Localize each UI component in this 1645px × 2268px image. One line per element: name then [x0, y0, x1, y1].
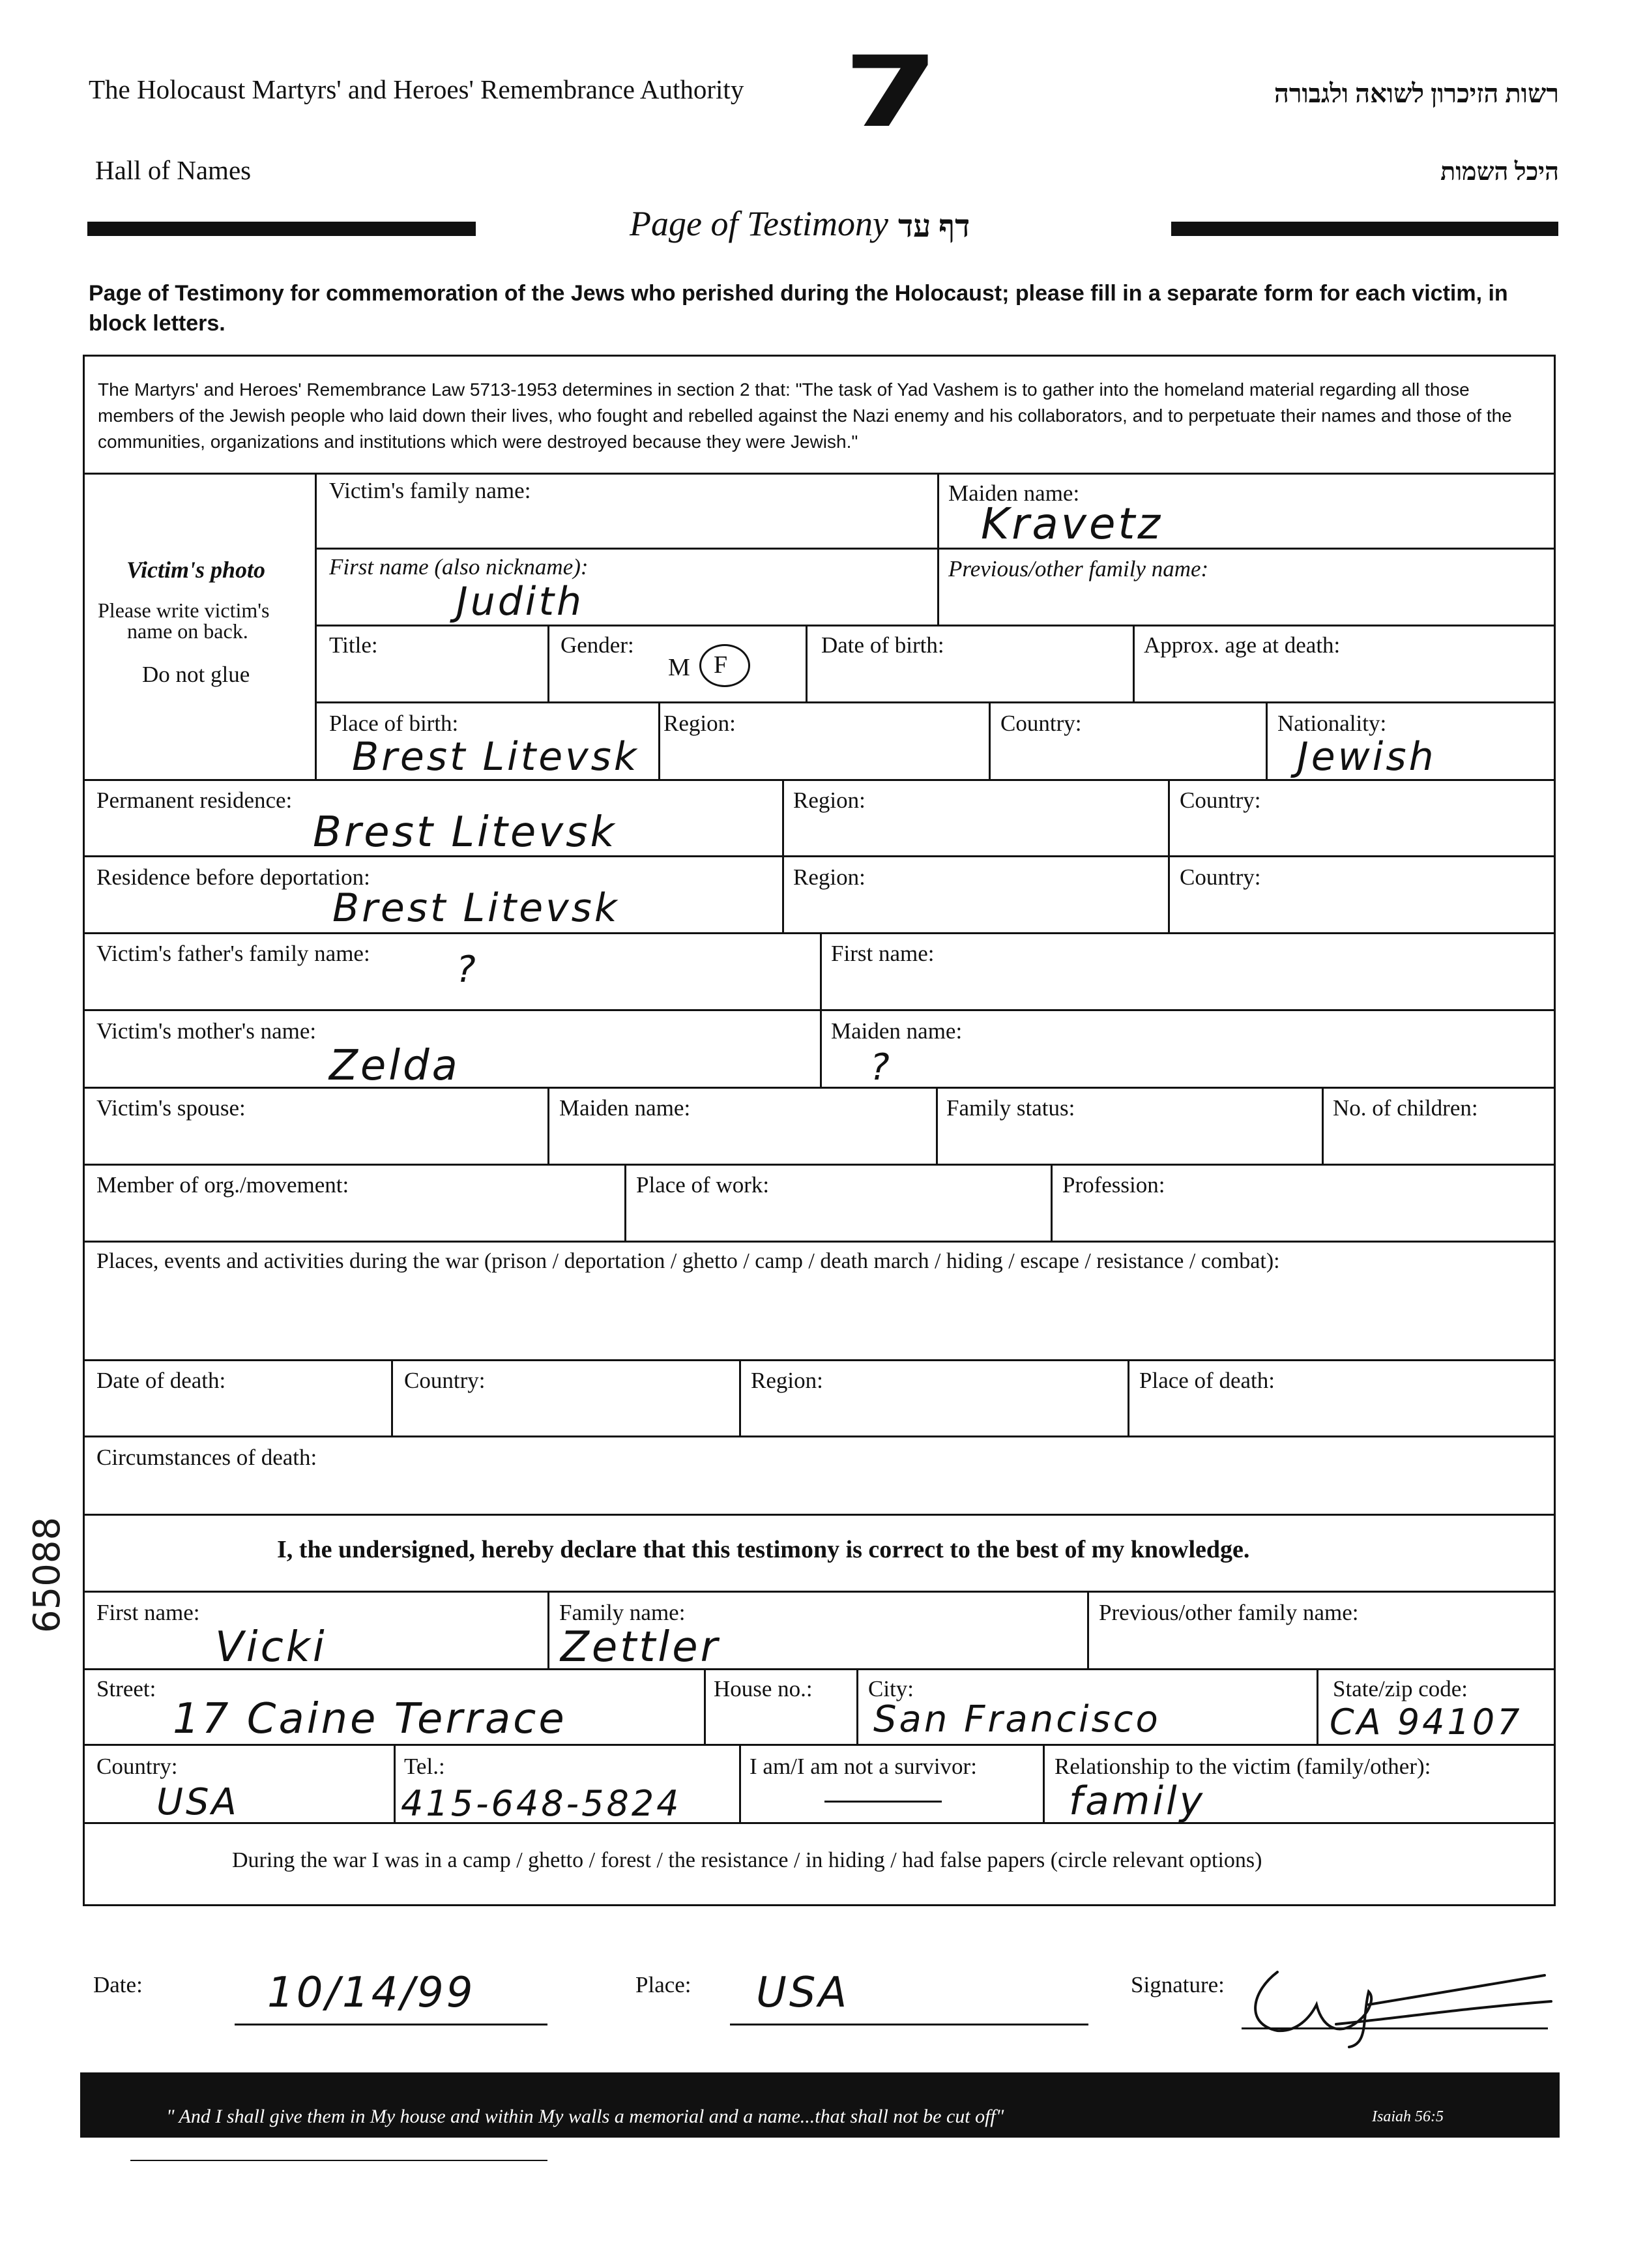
rule	[806, 625, 808, 702]
footer-band	[80, 2072, 1560, 2138]
authority-name-english: The Holocaust Martyrs' and Heroes' Remembrance Authority	[89, 74, 744, 104]
rule	[315, 473, 317, 780]
label-region: Region:	[663, 711, 736, 736]
label-member-org: Member of org./movement:	[96, 1172, 349, 1198]
rule	[85, 1087, 1554, 1089]
footer-underline	[130, 2160, 547, 2161]
rule	[547, 1591, 549, 1669]
authority-name-hebrew: רשות הזיכרון לשואה ולגבורה	[1274, 79, 1559, 108]
rule	[85, 1436, 1554, 1437]
label-nationality: Nationality:	[1277, 711, 1387, 736]
label-title: Title:	[329, 632, 378, 658]
label-survivor: I am/I am not a survivor:	[750, 1754, 977, 1779]
gender-option-m: M	[668, 654, 690, 681]
label-place-of-birth: Place of birth:	[329, 711, 459, 736]
signature-line	[1242, 2027, 1548, 2029]
rule	[547, 1087, 549, 1164]
form-frame	[83, 355, 1556, 1906]
law-text: The Martyrs' and Heroes' Remembrance Law 5713-1953 determines in section 2 that: "The task of Yad Vashem is to gather into the homeland material regarding all those members of the Jewish people who laid down their lives, who fought and rebelled against the Nazi enemy and his collaborators, and to perpetuate their names and those of the communities, organizations and institutions which were destroyed because they were Jewish."	[98, 379, 1512, 452]
place-line	[730, 2024, 1088, 2025]
label-permanent-residence: Permanent residence:	[96, 788, 293, 813]
photo-instruction-2: name on back.	[127, 619, 248, 643]
rule	[820, 933, 822, 1087]
label-submitter-first-name: First name:	[96, 1600, 200, 1625]
label-first-name: First name (also nickname):	[329, 554, 589, 580]
label-place-of-work: Place of work:	[636, 1172, 770, 1198]
during-war-text: During the war I was in a camp / ghetto / forest / the resistance / in hiding / had false papers (circle relevant options)	[232, 1848, 1262, 1872]
label-profession: Profession:	[1062, 1172, 1165, 1198]
label-no-of-children: No. of children:	[1333, 1095, 1478, 1121]
label-country: Country:	[1180, 864, 1261, 890]
label-submitter-country: Country:	[96, 1754, 178, 1779]
rule	[856, 1669, 858, 1745]
label-signature: Signature:	[1131, 1972, 1225, 1997]
rule	[1087, 1591, 1089, 1669]
declaration-text: I, the undersigned, hereby declare that this testimony is correct to the best of my knowledge.	[277, 1536, 1250, 1563]
label-region: Region:	[793, 788, 866, 813]
label-spouse-maiden-name: Maiden name:	[559, 1095, 691, 1121]
rule	[1128, 1360, 1129, 1436]
label-maiden-name: Maiden name:	[948, 480, 1080, 506]
value-permanent-residence: Brest Litevsk	[313, 808, 617, 857]
value-nationality: Jewish	[1297, 734, 1436, 780]
label-places-events: Places, events and activities during the war (prison / deportation / ghetto / camp / death march / hiding / escape / resistance / combat):	[96, 1249, 1280, 1273]
value-maiden-name: Kravetz	[981, 499, 1163, 549]
signature-scribble	[1238, 1952, 1564, 2050]
margin-number: 65088	[26, 1516, 68, 1633]
value-first-name: Judith	[456, 579, 585, 625]
rule	[85, 855, 1554, 857]
label-relationship: Relationship to the victim (family/other):	[1055, 1754, 1431, 1779]
rule	[704, 1669, 706, 1745]
value-submitter-country: USA	[156, 1781, 239, 1823]
label-death-country: Country:	[404, 1368, 486, 1393]
footer-quote: " And I shall give them in My house and within My walls a memorial and a name...that shall not be cut off"	[166, 2106, 1004, 2127]
label-father-family-name: Victim's father's family name:	[96, 941, 370, 966]
value-date: 10/14/99	[267, 1969, 476, 2017]
label-previous-family-name: Previous/other family name:	[948, 556, 1209, 582]
rule	[1322, 1087, 1324, 1164]
label-spouse: Victim's spouse:	[96, 1095, 246, 1121]
rule	[624, 1164, 626, 1241]
hall-of-names-hebrew: היכל השמות	[1440, 158, 1559, 186]
page-title-hebrew: דף עד	[898, 209, 970, 244]
label-death-region: Region:	[751, 1368, 823, 1393]
label-submitter-family-name: Family name:	[559, 1600, 686, 1625]
rule	[316, 701, 1554, 703]
rule	[782, 780, 784, 933]
rule	[85, 932, 1554, 934]
label-country: Country:	[1000, 711, 1082, 736]
victim-photo-title: Victim's photo	[126, 557, 266, 583]
label-gender: Gender:	[560, 632, 634, 658]
label-father-first-name: First name:	[831, 941, 935, 966]
gender-option-f: F	[714, 651, 728, 679]
label-place: Place:	[635, 1972, 691, 1997]
photo-instruction-3: Do not glue	[142, 662, 250, 687]
value-city: San Francisco	[873, 1698, 1161, 1741]
rule	[1168, 780, 1170, 933]
rule	[739, 1360, 741, 1436]
rule	[85, 1514, 1554, 1516]
label-state-zip: State/zip code:	[1333, 1676, 1468, 1701]
rule	[937, 473, 939, 625]
rule	[1051, 1164, 1053, 1241]
rule	[85, 1009, 1554, 1011]
label-date-of-death: Date of death:	[96, 1368, 226, 1393]
value-place: USA	[756, 1969, 850, 2017]
value-residence-before-deportation: Brest Litevsk	[332, 885, 620, 931]
label-country: Country:	[1180, 788, 1261, 813]
rule	[1317, 1669, 1318, 1745]
rule	[85, 1822, 1554, 1824]
rule	[85, 1359, 1554, 1361]
value-state-zip: CA 94107	[1330, 1701, 1522, 1743]
value-mother-maiden-name: ?	[870, 1046, 892, 1089]
label-tel: Tel.:	[404, 1754, 445, 1779]
rule	[1266, 702, 1268, 780]
title-bar-right	[1171, 222, 1558, 236]
rule	[1043, 1745, 1045, 1823]
photo-instruction-1: Please write victim's	[98, 598, 270, 622]
label-region: Region:	[793, 864, 866, 890]
label-street: Street:	[96, 1676, 156, 1701]
title-bar-left	[87, 222, 476, 236]
value-submitter-family-name: Zettler	[560, 1623, 720, 1672]
label-circumstances-of-death: Circumstances of death:	[96, 1445, 317, 1470]
value-relationship: family	[1069, 1778, 1206, 1824]
value-mother-name: Zelda	[329, 1042, 460, 1090]
label-house-no: House no.:	[714, 1676, 813, 1701]
rule	[394, 1745, 396, 1823]
label-approx-age: Approx. age at death:	[1144, 632, 1341, 658]
rule	[391, 1360, 393, 1436]
intro-text: Page of Testimony for commemoration of the Jews who perished during the Holocaust; please fill in a separate form for each victim, in block letters.	[89, 281, 1508, 336]
top-mark: 7	[843, 36, 939, 149]
rule	[85, 473, 1554, 475]
value-father-family-name: ?	[456, 949, 478, 991]
label-place-of-death: Place of death:	[1139, 1368, 1275, 1393]
rule	[85, 1164, 1554, 1166]
label-family-status: Family status:	[946, 1095, 1075, 1121]
rule	[658, 702, 660, 780]
survivor-mark	[824, 1801, 942, 1803]
rule	[1133, 625, 1135, 702]
rule	[316, 625, 1554, 626]
label-date: Date:	[93, 1972, 143, 1997]
rule	[85, 1241, 1554, 1243]
rule	[316, 548, 1554, 550]
value-submitter-first-name: Vicki	[215, 1623, 327, 1672]
label-city: City:	[868, 1676, 914, 1701]
rule	[739, 1745, 741, 1823]
hall-of-names-english: Hall of Names	[95, 155, 252, 185]
rule	[547, 625, 549, 702]
label-mother-maiden-name: Maiden name:	[831, 1018, 963, 1044]
page-title: Page of Testimony	[630, 204, 888, 243]
label-family-name: Victim's family name:	[329, 478, 531, 503]
label-date-of-birth: Date of birth:	[821, 632, 944, 658]
label-mother-name: Victim's mother's name:	[96, 1018, 317, 1044]
rule	[85, 1744, 1554, 1746]
rule	[85, 1591, 1554, 1593]
value-place-of-birth: Brest Litevsk	[352, 734, 639, 780]
label-residence-before-deportation: Residence before deportation:	[96, 864, 370, 890]
rule	[936, 1087, 938, 1164]
date-line	[235, 2024, 547, 2025]
value-street: 17 Caine Terrace	[173, 1695, 567, 1743]
value-tel: 415-648-5824	[401, 1783, 682, 1824]
label-submitter-previous-name: Previous/other family name:	[1099, 1600, 1359, 1625]
footer-citation: Isaiah 56:5	[1372, 2108, 1444, 2125]
rule	[989, 702, 991, 780]
